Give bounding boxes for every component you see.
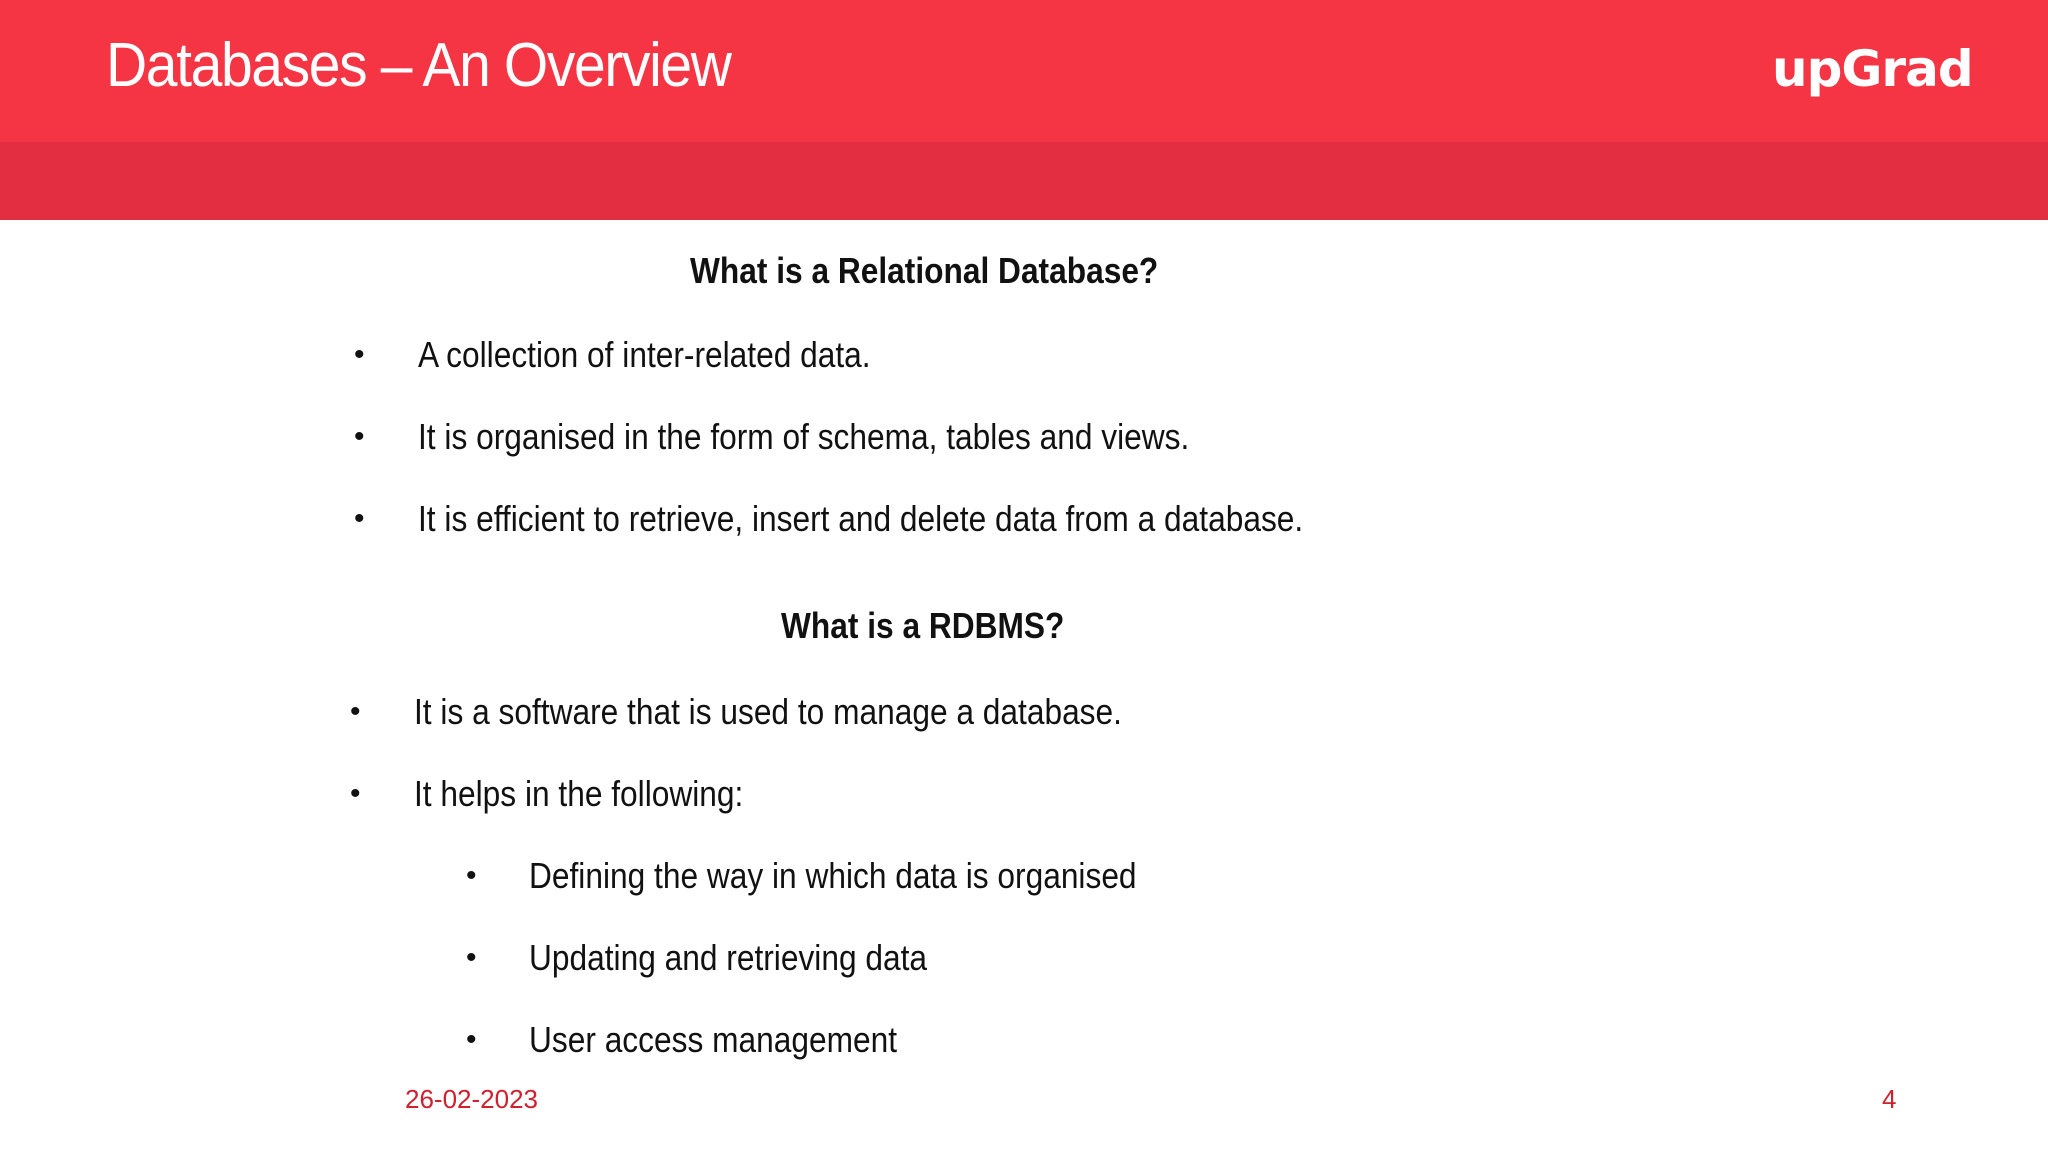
relational-database-heading: What is a Relational Database? bbox=[690, 250, 1159, 291]
bullet-icon: • bbox=[466, 859, 477, 892]
slide-title: Databases – An Overview bbox=[106, 31, 731, 100]
bullet-icon: • bbox=[354, 502, 365, 535]
upgrad-logo: upGrad bbox=[1772, 40, 1973, 98]
bullet-icon: • bbox=[350, 695, 361, 728]
list-item-text: A collection of inter-related data. bbox=[418, 334, 871, 375]
header-band bbox=[0, 142, 2048, 220]
list-item-text: It is a software that is used to manage a database. bbox=[414, 691, 1122, 732]
list-item-text: It is organised in the form of schema, tables and views. bbox=[418, 416, 1190, 457]
sub-list-item-text: User access management bbox=[529, 1019, 898, 1060]
bullet-icon: • bbox=[354, 420, 365, 453]
bullet-icon: • bbox=[354, 338, 365, 371]
list-item-text: It is efficient to retrieve, insert and delete data from a database. bbox=[418, 498, 1304, 539]
footer-date: 26-02-2023 bbox=[405, 1084, 538, 1114]
sub-list-item-text: Defining the way in which data is organised bbox=[529, 855, 1137, 896]
list-item-text: It helps in the following: bbox=[414, 773, 744, 814]
bullet-icon: • bbox=[350, 777, 361, 810]
sub-list-item-text: Updating and retrieving data bbox=[529, 937, 928, 978]
bullet-icon: • bbox=[466, 941, 477, 974]
slide-header bbox=[0, 0, 2048, 220]
page-number: 4 bbox=[1882, 1084, 1897, 1114]
rdbms-heading: What is a RDBMS? bbox=[781, 605, 1065, 646]
bullet-icon: • bbox=[466, 1023, 477, 1056]
